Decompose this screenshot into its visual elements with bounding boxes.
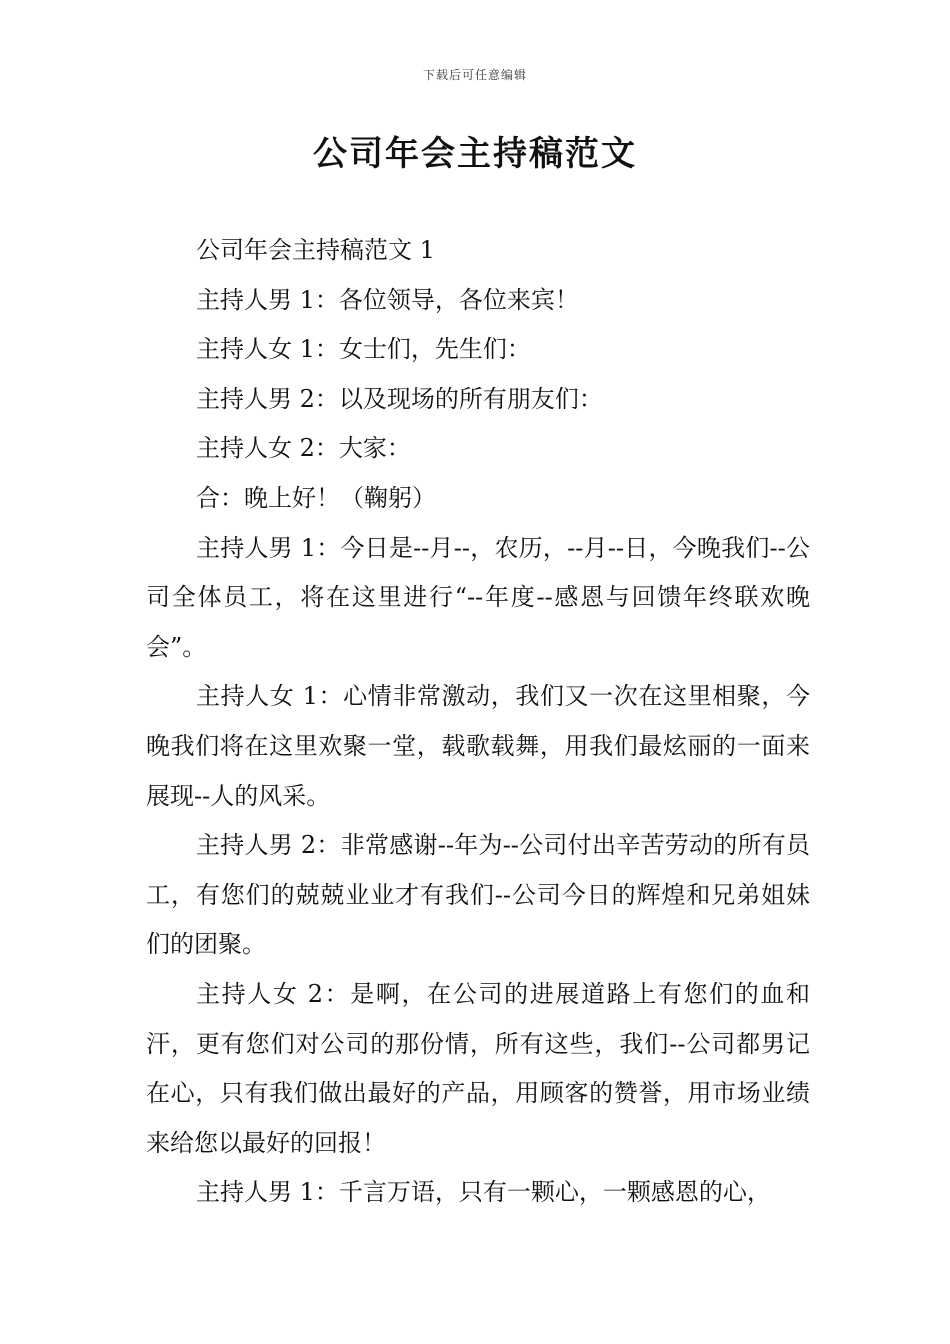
- paragraph: 主持人男 1：各位领导，各位来宾！: [196, 285, 579, 314]
- paragraph: 主持人男 2：非常感谢--年为--公司付出辛苦劳动的所有员工，有您们的兢兢业业才有我们--公司今日的辉煌和兄弟姐妹们的团聚。: [146, 831, 810, 959]
- paragraph: 主持人男 1：今日是--月--，农历，--月--日，今晚我们--公司全体员工，将在这里进行“--年度--感恩与回馈年终联欢晚会”。: [146, 533, 810, 661]
- paragraph: 主持人男 2：以及现场的所有朋友们：: [196, 384, 603, 413]
- paragraph: 主持人男 1：千言万语，只有一颗心，一颗感恩的心，: [196, 1178, 771, 1207]
- document-body: [146, 226, 810, 1218]
- paragraph: 主持人女 2：是啊，在公司的进展道路上有您们的血和汗，更有您们对公司的那份情，所有这些，我们--公司都男记在心，只有我们做出最好的产品，用顾客的赞誉，用市场业绩来给您以最好的回报！: [146, 979, 810, 1157]
- paragraph: 主持人女 2：大家：: [196, 434, 411, 463]
- paragraph: 公司年会主持稿范文 1: [196, 236, 435, 264]
- paragraph: 合：晚上好！（鞠躬）: [196, 483, 436, 512]
- paragraph: 主持人女 1：女士们，先生们：: [196, 335, 531, 364]
- document-title: 公司年会主持稿范文: [313, 134, 637, 174]
- header-note: 下载后可任意编辑: [422, 68, 527, 82]
- paragraph: 主持人女 1：心情非常激动，我们又一次在这里相聚，今晚我们将在这里欢聚一堂，载歌载舞，用我们最炫丽的一面来展现--人的风采。: [146, 682, 810, 810]
